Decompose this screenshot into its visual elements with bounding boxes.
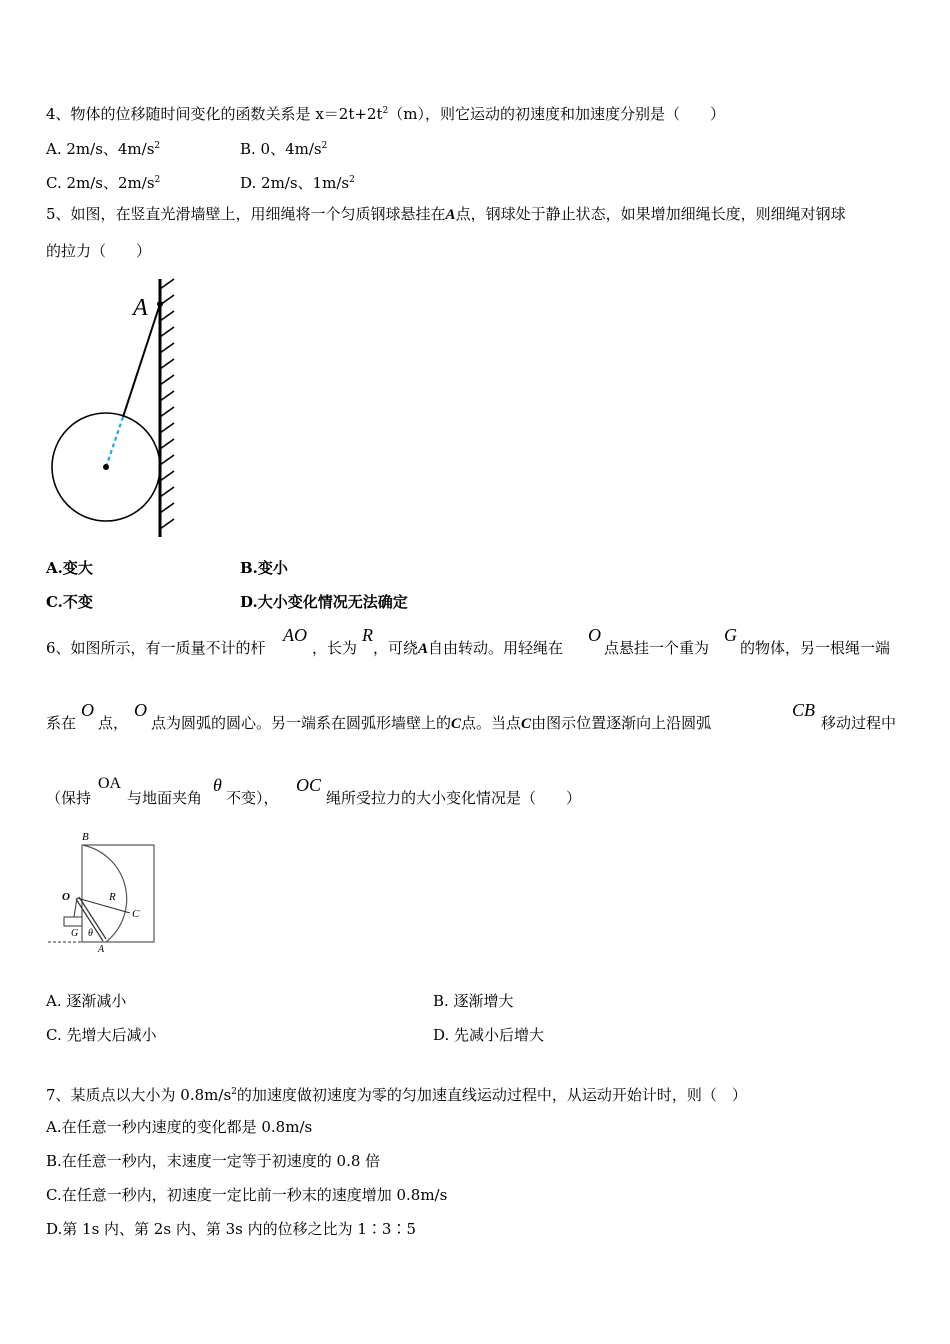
q6-stem-line1: 6、如图所示，有一质量不计的杆 [46, 639, 266, 657]
q6-sym-oc: OC [296, 775, 322, 795]
q5-stem-line1: 5、如图，在竖直光滑墙壁上，用细绳将一个匀质钢球悬挂在A点，钢球处于静止状态，如果增加细绳长度，则细绳对钢球 [46, 205, 846, 223]
q6-sym-ao: AO [283, 625, 307, 645]
q6-sym-r: R [362, 625, 373, 645]
q6-stem-line3-b: 与地面夹角 [127, 789, 203, 807]
q6-stem-line2: 系在 [46, 714, 77, 732]
q4-option-b: B. 0、$4m/s^2$ [240, 140, 328, 158]
hang-rope [74, 898, 77, 917]
q5-option-b: B.变小 [240, 559, 288, 577]
q6-stem-line2-b: 点， [98, 714, 129, 732]
q7-option-a: A.在任意一秒内速度的变化都是 0.8m/s [46, 1118, 313, 1136]
fig-label-a: A [98, 944, 105, 955]
q6-stem-line1-b: ，长为 [312, 639, 358, 657]
q5-option-a: A.变大 [46, 559, 93, 577]
q4-option-c: C. 2m/s、$2m/s^2$ [46, 174, 161, 192]
q6-sym-oa: OA [98, 775, 122, 792]
fig-label-theta: θ [88, 928, 93, 939]
q7-option-c: C.在任意一秒内，初速度一定比前一秒末的速度增加 0.8m/s [46, 1186, 448, 1204]
q6-sym-cb: CB [792, 700, 816, 720]
fig-label-r: R [109, 891, 116, 903]
q5-option-d: D.大小变化情况无法确定 [240, 593, 408, 611]
q4-option-a: A. 2m/s、$4m/s^2$ [46, 140, 161, 158]
q6-sym-o3: O [134, 700, 147, 720]
rope-extension-dashed [106, 417, 123, 467]
fig-label-g: G [71, 928, 79, 939]
q6-stem-line3-c: 不变）， [226, 789, 279, 807]
q6-stem-line1-c: ，可绕A自由转动。用轻绳在 [373, 639, 564, 657]
q7-option-d: D.第 1s 内、第 2s 内、第 3s 内的位移之比为 1∶3∶5 [46, 1220, 416, 1238]
q6-sym-o1: O [588, 625, 601, 645]
q6-option-b: B. 逐渐增大 [433, 992, 514, 1010]
q6-stem-line2-d: 移动过程中 [821, 714, 897, 732]
label-a: A [133, 295, 148, 321]
q6-stem-line2-c: 点为圆弧的圆心。另一端系在圆弧形墙壁上的C点。当点C由图示位置逐渐向上沿圆弧 [151, 714, 712, 732]
q7-option-b: B.在任意一秒内，末速度一定等于初速度的 0.8 倍 [46, 1152, 381, 1170]
ball-center [103, 464, 109, 470]
fig-label-b: B [82, 831, 89, 843]
q6-sym-g: G [724, 625, 737, 645]
q5-figure [40, 275, 200, 545]
q6-stem-line1-d: 点悬挂一个重为 [604, 639, 710, 657]
q6-option-a: A. 逐渐减小 [46, 992, 127, 1010]
q6-sym-o2: O [81, 700, 94, 720]
q6-option-c: C. 先增大后减小 [46, 1026, 157, 1044]
q6-stem-line1-e: 的物体，另一根绳一端 [740, 639, 891, 657]
q6-sym-theta: θ [213, 775, 222, 795]
weight-g [64, 917, 82, 926]
q6-option-d: D. 先减小后增大 [433, 1026, 545, 1044]
q4-stem: 4、物体的位移随时间变化的函数关系是 $x=2t+2t^2(m)$，则它运动的初速度和加速度分别是（ ） [46, 105, 725, 123]
point-a [157, 301, 163, 307]
q5-stem-line2: 的拉力（ ） [46, 242, 152, 260]
q4-option-d: D. 2m/s、$1m/s^2$ [240, 174, 355, 192]
q7-stem: 7、某质点以大小为 $0.8m/s^2$的加速度做初速度为零的匀加速直线运动过程中，从运动开始计时，则（ ） [46, 1086, 747, 1104]
q6-stem-line3-d: 绳所受拉力的大小变化情况是（ ） [326, 789, 582, 807]
fig-label-c: C [132, 908, 140, 920]
wall-hatching [160, 279, 174, 529]
q6-stem-line3: （保持 [46, 789, 92, 807]
q6-figure [44, 828, 164, 960]
q5-option-c: C.不变 [46, 593, 93, 611]
fig-label-o: O [62, 891, 70, 903]
